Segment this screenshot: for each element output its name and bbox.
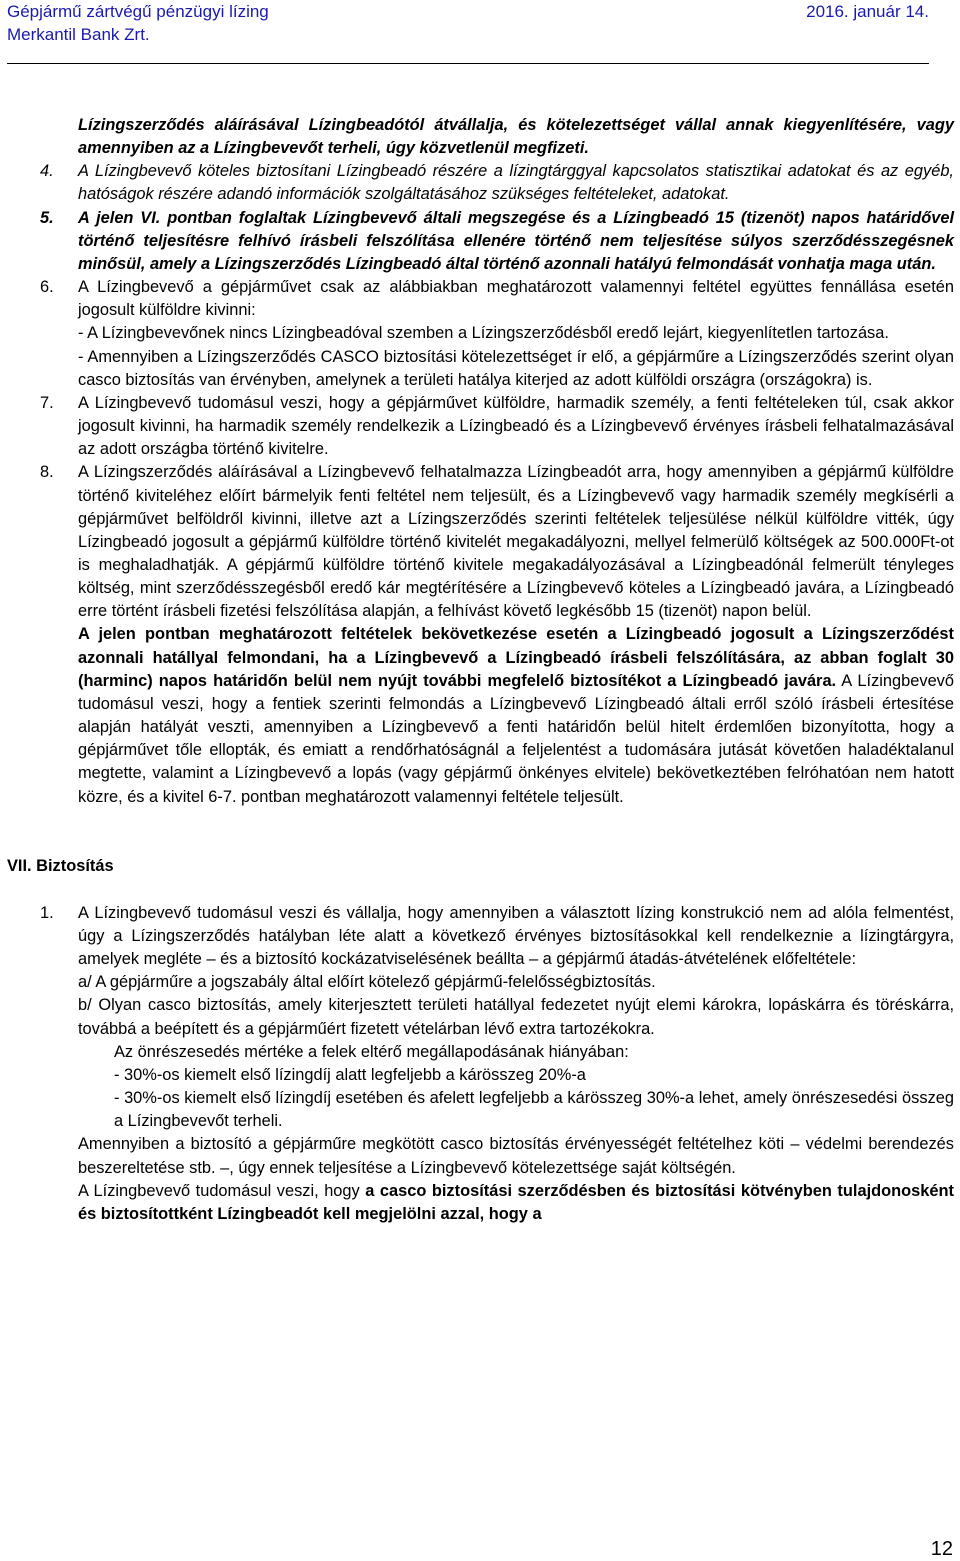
header-divider [7,63,929,64]
document-body [0,114,960,1226]
list-number: 1. [40,903,54,922]
bold-clause: A jelen pontban meghatározott feltételek bekövetkezése esetén a Lízingbeadó jogosult a Lízingszerződést azonnali hatállyal felmondani, ha a Lízingbevevő a Lízingbeadó írásbeli felszólítására, az abban foglalt 30 (harminc) napos határidőn belül nem nyújt további megfelelő biztosítékot a Lízingbeadó javára. [78,625,954,690]
list-number: 4. [40,162,54,181]
list-text: A Lízingbevevő a gépjárművet csak az alábbiakban meghatározott valamennyi feltétel együttes fennállása esetén jogosult külföldre kivinni: [78,278,954,320]
list-text: A jelen VI. pontban foglaltak Lízingbevevő általi megszegése és a Lízingbeadó 15 (tizenöt) napos határidővel történő teljesítésre felhívó írásbeli felszólítása ellenére történő nem teljesítése súlyos szerződésszegésnek minősül, amely a Lízingszerződés Lízingbeadó által történő azonnali hatályú felmondását vonhatja maga után. [78,208,954,273]
list-item-5 [0,207,960,276]
deductible-2: - 30%-os kiemelt első lízingdíj esetében és afelett legfeljebb a kárösszeg 30%-a lehet, amely önrészesedési összeg a Lízingbevevőt terheli. [114,1089,954,1131]
list-number: 5. [40,208,54,227]
list-item-4 [0,160,960,206]
paragraph-continuation: Lízingszerződés aláírásával Lízingbeadótól átvállalja, és kötelezettséget vállal annak kiegyenlítésére, vagy amennyiben az a Lízingbevevőt terheli, úgy közvetlenül megfizeti. [78,116,954,158]
paragraph-start: A Lízingbevevő tudomásul veszi, hogy [78,1181,366,1200]
header-title: Gépjármű zártvégű pénzügyi lízing [7,2,269,21]
list-number: 8. [40,463,54,482]
page-header [7,0,929,46]
condition-2: - Amennyiben a Lízingszerződés CASCO biztosítási kötelezettséget ír elő, a gépjárműre a Lízingszerződés szerint olyan casco biztosítás van érvényben, amelynek a területi hatálya kiterjed az adott külföldi országra (országokra) is. [78,347,954,389]
list-text: A Lízingbevevő tudomásul veszi, hogy a gépjárművet külföldre, harmadik személy, a fenti feltételeken túl, csak akkor jogosult kivinni, ha harmadik személy rendelkezik a Lízingbeadó és a Lízingbevevő érvényes írásbeli felhatalmazásával az adott országba történő kivitelre. [78,393,954,459]
list-number: 7. [40,393,54,412]
list-item-6 [0,276,960,322]
list-text: A Lízingszerződés aláírásával a Lízingbevevő felhatalmazza Lízingbeadót arra, hogy amennyiben a gépjármű külföldre történő kiviteléhez előírt bármelyik fenti feltétel nem teljesült, és a Lízingbevevő vagy harmadik személy megkísérli a gépjárművet belföldről kivinni, illetve azt a Lízingszerződés szerinti feltételek teljesülése nélkül külföldre vitték, úgy Lízingbeadó jogosult a gépjármű külföldre történő kivitelét megakadályozni, mellyel felmerülő költségek az 500.000Ft-ot is meghaladhatják. A gépjármű külföldre történő kivitele megakadályozásával a Lízingbeadónál felmerült tényleges költség, mint szerződésszegésből eredő kár megtérítésére a Lízingbevevő köteles a Lízingbeadó javára, a Lízingbeadó erre történt írásbeli fizetési felszólítása alapján, a felhívást követő legkésőbb 15 (tizenöt) napon belül. [78,463,954,621]
list-item-8 [0,461,960,623]
header-company: Merkantil Bank Zrt. [7,25,150,44]
casco-owner-paragraph [0,1180,960,1226]
insurance-a: a/ A gépjárműre a jogszabály által előírt kötelező gépjármű-felelősségbiztosítás. [78,973,656,992]
item-8-termination-paragraph [0,623,960,808]
condition-1: - A Lízingbevevőnek nincs Lízingbeadóval szemben a Lízingszerződésből eredő lejárt, kiegyenlítetlen tartozása. [78,324,889,343]
deductible-1: - 30%-os kiemelt első lízingdíj alatt legfeljebb a kárösszeg 20%-a [114,1065,586,1084]
bold-clause: a casco biztosítási szerződésben és biztosítási kötvényben tulajdonosként és biztosítottként Lízingbeadót kell megjelölni azzal, hogy a [78,1181,954,1223]
deductible-intro: Az önrészesedés mértéke a felek eltérő megállapodásának hiányában: [114,1042,629,1061]
list-text: A Lízingbevevő köteles biztosítani Lízingbeadó részére a lízingtárggyal kapcsolatos statisztikai adatokat és az egyéb, hatóságok részére adandó információk szolgáltatásához szükséges feltételeket, adatokat. [78,162,954,204]
page-number: 12 [930,1538,953,1560]
section-heading: VII. Biztosítás [7,856,114,875]
insurance-item-1 [0,902,960,971]
list-text: A Lízingbevevő tudomásul veszi és vállalja, hogy amennyiben a választott lízing konstrukció nem ad alóla felmentést, úgy a Lízingszerződés hatályban léte alatt a következő érvényes biztosításokkal kell rendelkeznie a lízingtárgyra, amelyek megléte – és a biztosító kockázatviselésének beállta – a gépjármű átadás-átvételének előfeltétele: [78,903,954,969]
list-number: 6. [40,278,54,297]
insurance-b: b/ Olyan casco biztosítás, amely kiterjesztett területi hatállyal fedezetet nyújt elemi károkra, lopáskárra és töréskárra, továbbá a beépített és a gépjárműért fizetett vételárban lévő extra tartozékokra. [78,996,954,1038]
list-item-7 [0,392,960,461]
clause-rest: A Lízingbevevő tudomásul veszi, hogy a fentiek szerinti felmondás a Lízingbevevő Lízingbeadó általi erről szóló írásbeli értesítése alapján hatályát veszti, amennyiben a Lízingbevevő a fenti határidőn belül hitelt érdemlően bizonyította, hogy a gépjárművet tőle ellopták, és emiatt a rendőrhatóságnál a feljelentést a tudomására jutását követően haladéktalanul megtette, valamint a Lízingbevevő a lopás (vagy gépjármű önkényes elvitele) bekövetkeztében felróhatóan nem hatott közre, és a kivitel 6-7. pontban meghatározott valamennyi feltétele teljesült. [78,671,954,806]
header-date: 2016. január 14. [806,2,929,21]
casco-condition-paragraph: Amennyiben a biztosító a gépjárműre megkötött casco biztosítás érvényességét feltételhez köti – védelmi berendezés beszereltetése stb. –, úgy ennek teljesítése a Lízingbevevő kötelezettsége saját költségén. [78,1135,954,1177]
